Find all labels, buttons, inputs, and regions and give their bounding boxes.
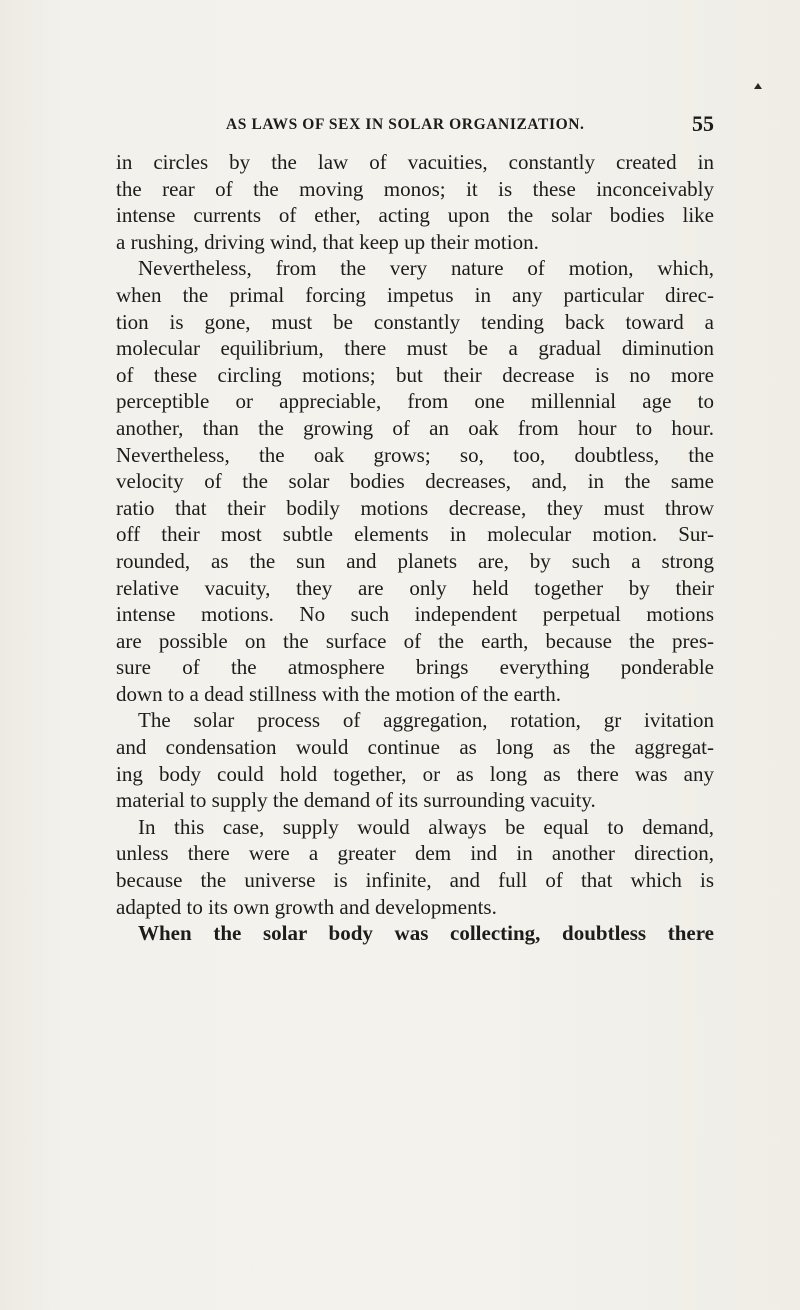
text-line: sure of the atmosphere brings everything ponderable — [116, 655, 714, 680]
text-line: Nevertheless, from the very nature of motion, which, — [138, 256, 714, 281]
text-line: of these circling motions; but their decrease is no more — [116, 362, 714, 387]
text-line: are possible on the surface of the earth, because the pres- — [116, 628, 714, 653]
text-line: because the universe is infinite, and full of that which is — [116, 868, 714, 893]
text-line: down to a dead stillness with the motion of the earth. — [116, 681, 561, 706]
text-line: and condensation would continue as long as the aggregat- — [116, 735, 714, 760]
text-line: intense currents of ether, acting upon the solar bodies like — [116, 203, 714, 228]
text-line: In this case, supply would always be equal to demand, — [138, 814, 714, 839]
text-line: in circles by the law of vacuities, constantly created in — [116, 150, 714, 174]
body-text — [116, 149, 714, 947]
text-line: adapted to its own growth and developments. — [116, 894, 497, 919]
text-line: off their most subtle elements in molecular motion. Sur- — [116, 522, 714, 547]
text-line: rounded, as the sun and planets are, by such a strong — [116, 548, 714, 573]
running-head: AS LAWS OF SEX IN SOLAR ORGANIZATION. — [226, 116, 585, 133]
text-line: a rushing, driving wind, that keep up their motion. — [116, 229, 539, 254]
text-line: Nevertheless, the oak grows; so, too, doubtless, the — [116, 442, 714, 467]
text-line: The solar process of aggregation, rotation, gr ivitation — [138, 708, 714, 733]
page-number: 55 — [692, 111, 714, 136]
text-line: the rear of the moving monos; it is these inconceivably — [116, 176, 714, 201]
text-line: unless there were a greater dem ind in another direction, — [116, 841, 714, 866]
text-line: velocity of the solar bodies decreases, and, in the same — [116, 469, 714, 494]
text-line: When the solar body was collecting, doubtless there — [138, 921, 714, 946]
text-line: when the primal forcing impetus in any particular direc- — [116, 282, 714, 307]
text-line: perceptible or appreciable, from one millennial age to — [116, 389, 714, 414]
text-line: material to supply the demand of its surrounding vacuity. — [116, 788, 596, 813]
page-header — [118, 111, 714, 140]
text-line: ratio that their bodily motions decrease, they must throw — [116, 495, 714, 520]
text-line: molecular equilibrium, there must be a gradual diminution — [116, 336, 714, 361]
text-line: tion is gone, must be constantly tending back toward a — [116, 309, 714, 334]
text-line: another, than the growing of an oak from hour to hour. — [116, 415, 714, 440]
text-line: ing body could hold together, or as long as there was any — [116, 761, 714, 786]
print-mark — [754, 83, 762, 89]
text-line: relative vacuity, they are only held together by their — [116, 575, 714, 600]
text-line: intense motions. No such independent perpetual motions — [116, 602, 714, 627]
